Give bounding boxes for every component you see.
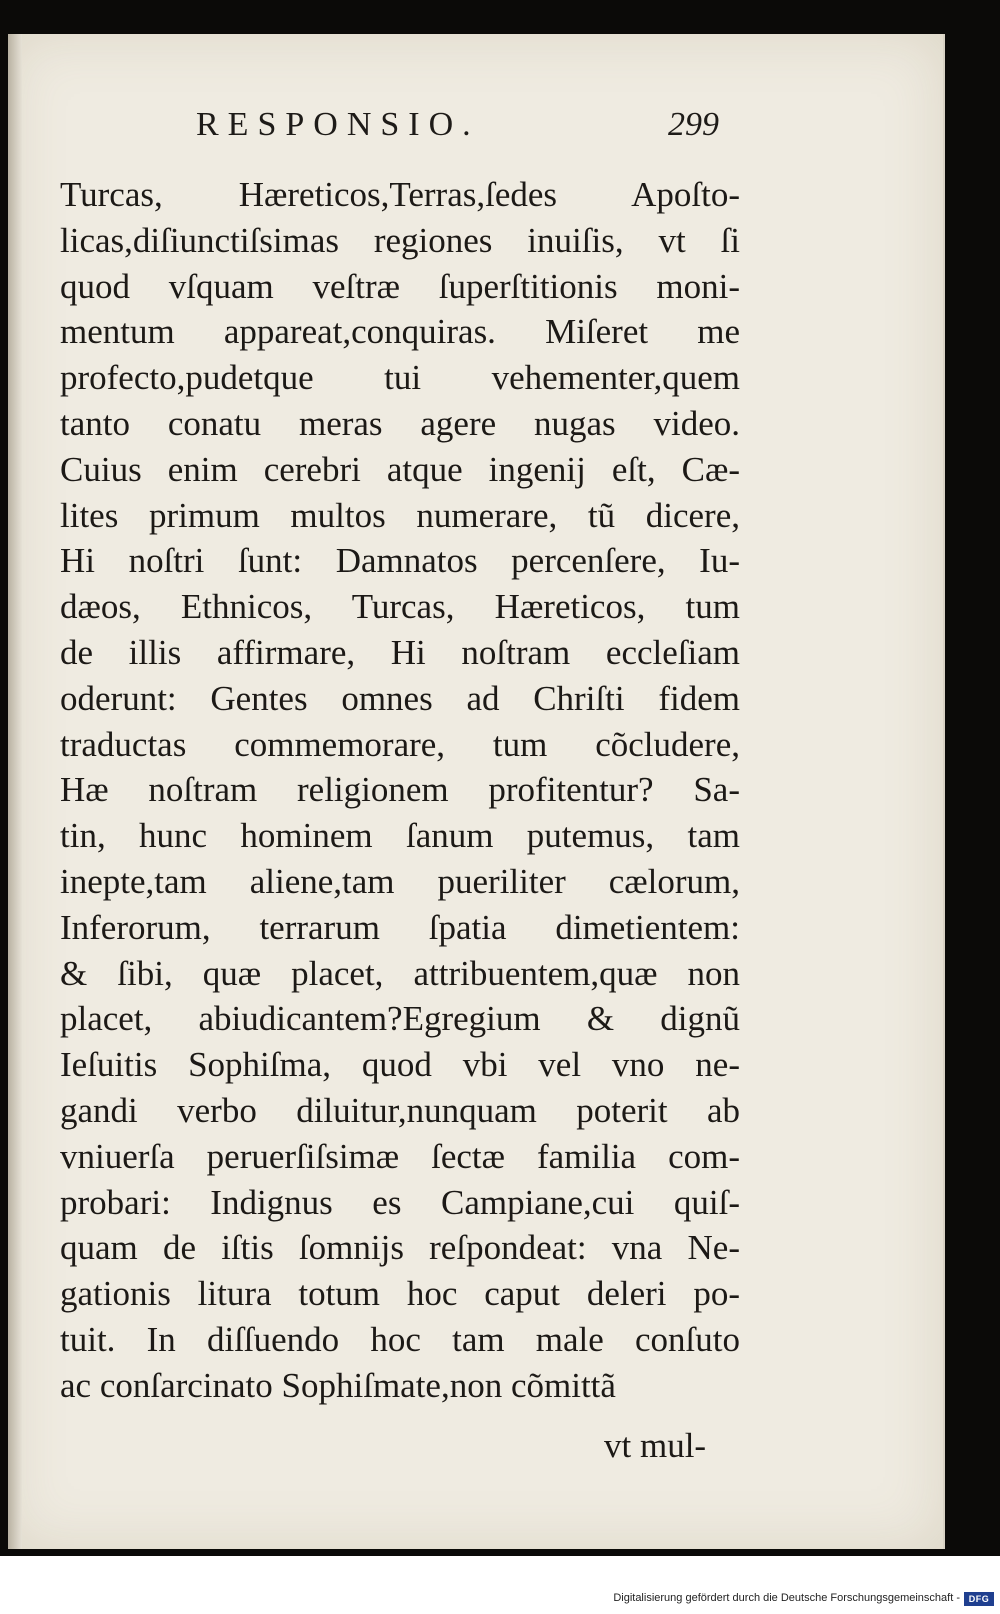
text-line: vniuerſa peruerſiſsimæ ſectæ familia com- <box>60 1136 740 1176</box>
running-head: RESPONSIO. <box>196 106 480 143</box>
text-line: traductas commemorare, tum cõcludere, <box>60 724 740 764</box>
text-line: de illis affirmare, Hi noſtram eccleſiam <box>60 632 740 672</box>
text-line: quam de iſtis ſomnijs reſpondeat: vna Ne- <box>60 1228 740 1268</box>
text-line: ac conſarcinato Sophiſmate,non cõmittã <box>60 1365 616 1405</box>
text-line: Turcas, Hæreticos,Terras,ſedes Apoſto- <box>60 175 740 214</box>
text-line: profecto,pudetque tui vehementer,quem <box>60 358 740 398</box>
text-line: mentum appareat,conquiras. Miſeret me <box>60 312 740 352</box>
page-header <box>8 106 943 156</box>
text-line: Cuius enim cerebri atque ingenij eſt, Cæ- <box>60 449 740 489</box>
text-line: oderunt: Gentes omnes ad Chriſti fidem <box>60 678 740 718</box>
text-line: inepte,tam aliene,tam pueriliter cælorum, <box>60 861 740 901</box>
text-line: probari: Indignus es Campiane,cui quiſ- <box>60 1182 740 1222</box>
book-page <box>8 34 945 1549</box>
footer-credit: Digitalisierung gefördert durch die Deutsche Forschungsgemeinschaft - <box>613 1592 960 1604</box>
catchword: vt mul- <box>604 1426 707 1465</box>
text-line: gandi verbo diluitur,nunquam poterit ab <box>60 1090 740 1130</box>
text-line: Inferorum, terrarum ſpatia dimetientem: <box>60 907 740 947</box>
text-line: Hæ noſtram religionem profitentur? Sa- <box>60 770 740 810</box>
digitization-footer <box>0 1556 1000 1614</box>
text-line: tin, hunc hominem ſanum putemus, tam <box>60 816 740 856</box>
text-line: dæos, Ethnicos, Turcas, Hæreticos, tum <box>60 587 740 627</box>
text-line: licas,diſiunctiſsimas regiones inuiſis, vt ſi <box>60 220 740 260</box>
page-number: 299 <box>668 106 719 143</box>
text-line: & ſibi, quæ placet, attribuentem,quæ non <box>60 953 740 993</box>
text-line: gationis litura totum hoc caput deleri po- <box>60 1274 740 1314</box>
text-line: Ieſuitis Sophiſma, quod vbi vel vno ne- <box>60 1045 740 1085</box>
text-line: tanto conatu meras agere nugas video. <box>60 403 740 443</box>
text-line: placet, abiudicantem?Egregium & dignũ <box>60 999 740 1039</box>
text-line: quod vſquam veſtræ ſuperſtitionis moni- <box>60 266 740 306</box>
page-gutter-edge <box>8 34 22 1549</box>
text-line: tuit. In diſſuendo hoc tam male conſuto <box>60 1319 740 1359</box>
text-line: Hi noſtri ſunt: Damnatos percenſere, Iu- <box>60 541 740 581</box>
body-text <box>60 172 740 1409</box>
dfg-logo-icon: DFG <box>964 1592 994 1606</box>
text-line: lites primum multos numerare, tũ dicere, <box>60 495 740 535</box>
